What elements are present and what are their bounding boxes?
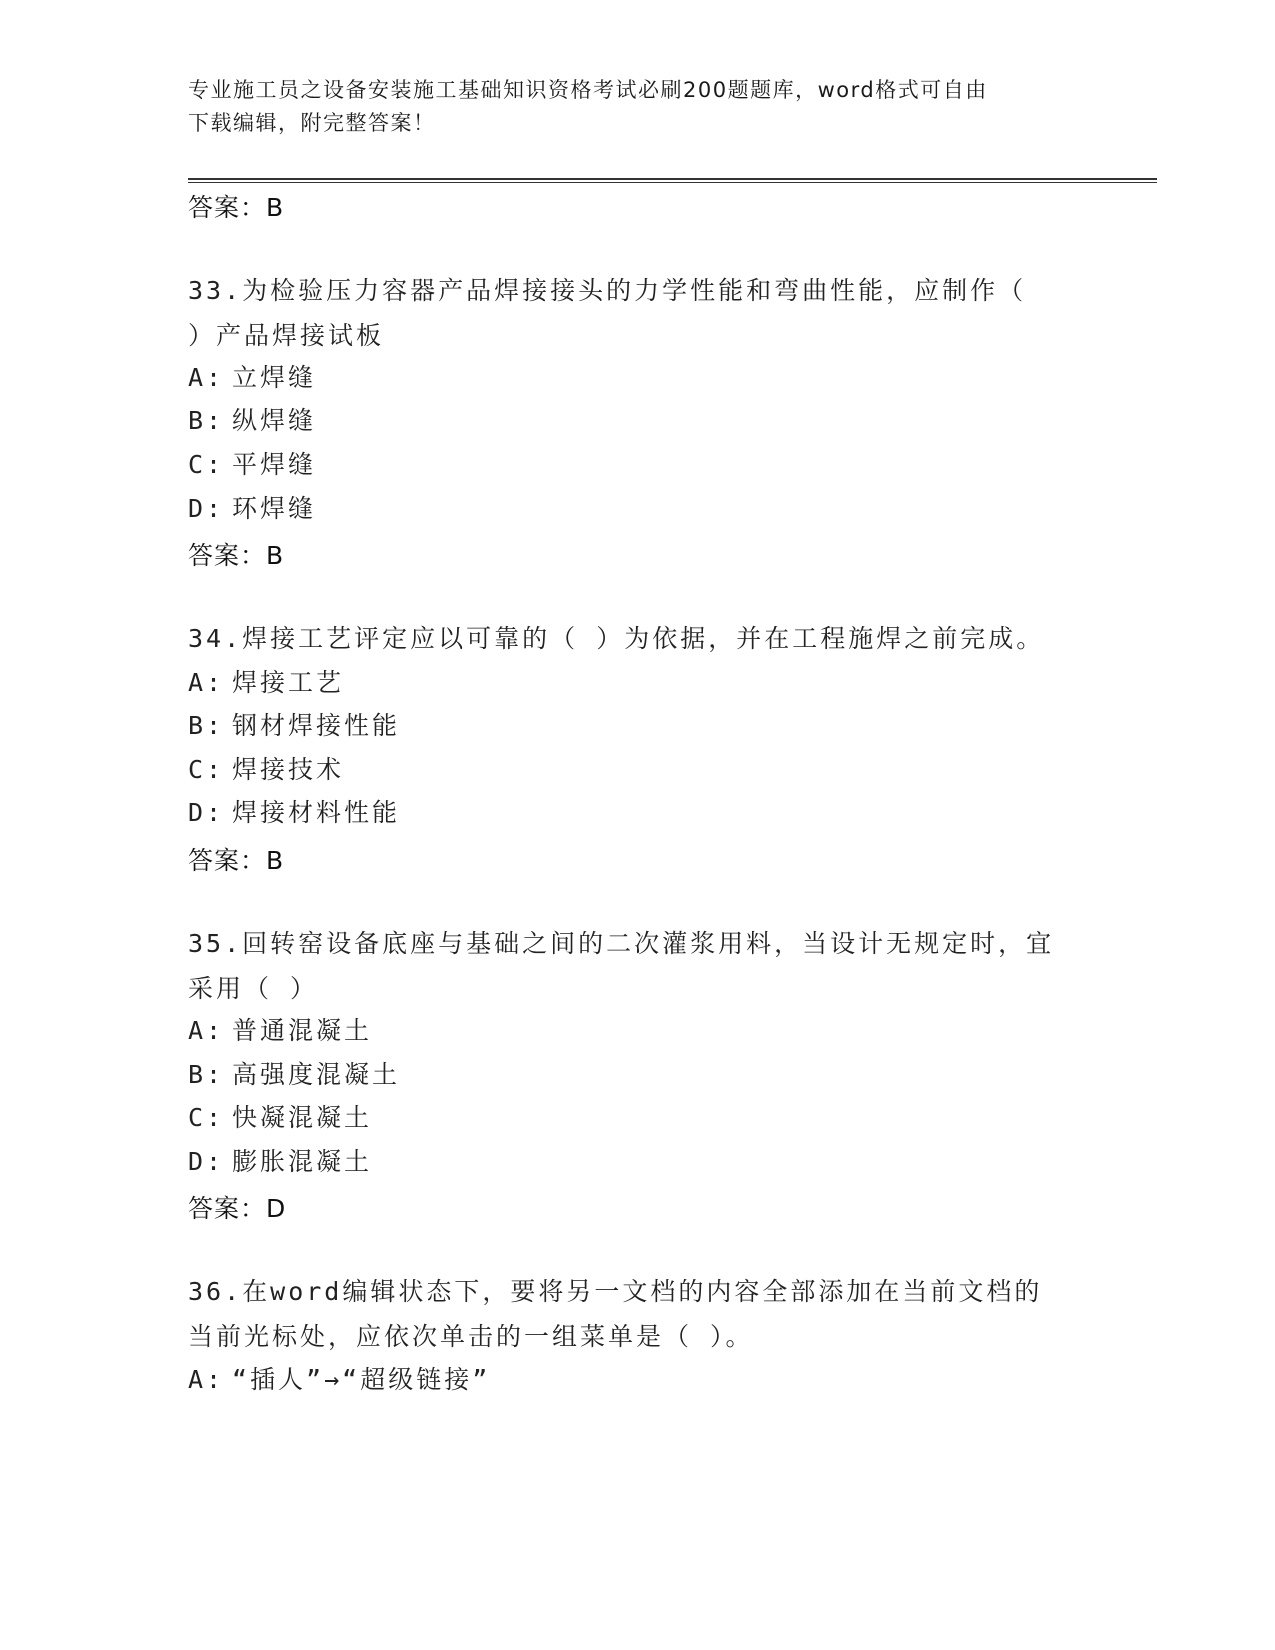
answer-line: 答案：B	[188, 193, 285, 222]
option-text: 立焊缝	[232, 363, 317, 392]
option-d	[188, 1147, 372, 1177]
option-c	[188, 1103, 372, 1133]
option-text: 焊接工艺	[232, 668, 345, 697]
question-33	[188, 268, 1088, 358]
option-letter: A:	[188, 1365, 225, 1394]
option-text: 环焊缝	[232, 494, 317, 523]
header-line-2: 下载编辑，附完整答案！	[188, 111, 436, 135]
header-line-1: 专业施工员之设备安装施工基础知识资格考试必刷200题题库，word格式可自由	[188, 78, 988, 102]
header-divider	[188, 178, 1157, 180]
option-letter: B:	[188, 1060, 225, 1089]
option-b	[188, 711, 400, 741]
answer-line: 答案：D	[188, 1194, 287, 1223]
option-text: 焊接材料性能	[232, 798, 401, 827]
option-text: 膨胀混凝土	[232, 1147, 373, 1176]
option-letter: C:	[188, 1103, 225, 1132]
option-d	[188, 798, 400, 828]
option-c	[188, 450, 316, 480]
question-text: 33.为检验压力容器产品焊接接头的力学性能和弯曲性能，应制作（	[188, 276, 1027, 305]
question-text: 34.焊接工艺评定应以可靠的（ ）为依据，并在工程施焊之前完成。	[188, 624, 1045, 653]
option-letter: B:	[188, 406, 225, 435]
option-letter: A:	[188, 363, 225, 392]
question-text: 采用（ ）	[188, 974, 319, 1003]
page-header	[188, 74, 1088, 140]
question-text: 35.回转窑设备底座与基础之间的二次灌浆用料，当设计无规定时，宜	[188, 929, 1055, 958]
option-c	[188, 755, 344, 785]
option-b	[188, 1060, 400, 1090]
option-text: 普通混凝土	[232, 1016, 373, 1045]
option-letter: C:	[188, 450, 225, 479]
option-text: 纵焊缝	[232, 406, 317, 435]
option-a	[188, 1365, 490, 1395]
question-34	[188, 616, 1088, 661]
option-text: “插人”→“超级链接”	[232, 1365, 491, 1394]
option-text: 高强度混凝土	[232, 1060, 401, 1089]
option-a	[188, 363, 316, 393]
option-text: 钢材焊接性能	[232, 711, 401, 740]
answer-line: 答案：B	[188, 846, 285, 875]
option-letter: D:	[188, 1147, 225, 1176]
option-letter: A:	[188, 668, 225, 697]
answer-line: 答案：B	[188, 541, 285, 570]
option-text: 快凝混凝土	[232, 1103, 373, 1132]
option-letter: D:	[188, 798, 225, 827]
question-text: 当前光标处，应依次单击的一组菜单是（ ）。	[188, 1322, 754, 1351]
option-text: 平焊缝	[232, 450, 317, 479]
question-36	[188, 1269, 1088, 1359]
option-d	[188, 494, 316, 524]
option-b	[188, 406, 316, 436]
option-letter: A:	[188, 1016, 225, 1045]
option-letter: C:	[188, 755, 225, 784]
option-letter: B:	[188, 711, 225, 740]
option-a	[188, 668, 344, 698]
question-text: ）产品焊接试板	[188, 321, 385, 350]
question-text: 36.在word编辑状态下，要将另一文档的内容全部添加在当前文档的	[188, 1277, 1043, 1306]
header-divider-thin	[188, 182, 1157, 183]
option-letter: D:	[188, 494, 225, 523]
option-a	[188, 1016, 372, 1046]
question-35	[188, 921, 1088, 1011]
option-text: 焊接技术	[232, 755, 345, 784]
